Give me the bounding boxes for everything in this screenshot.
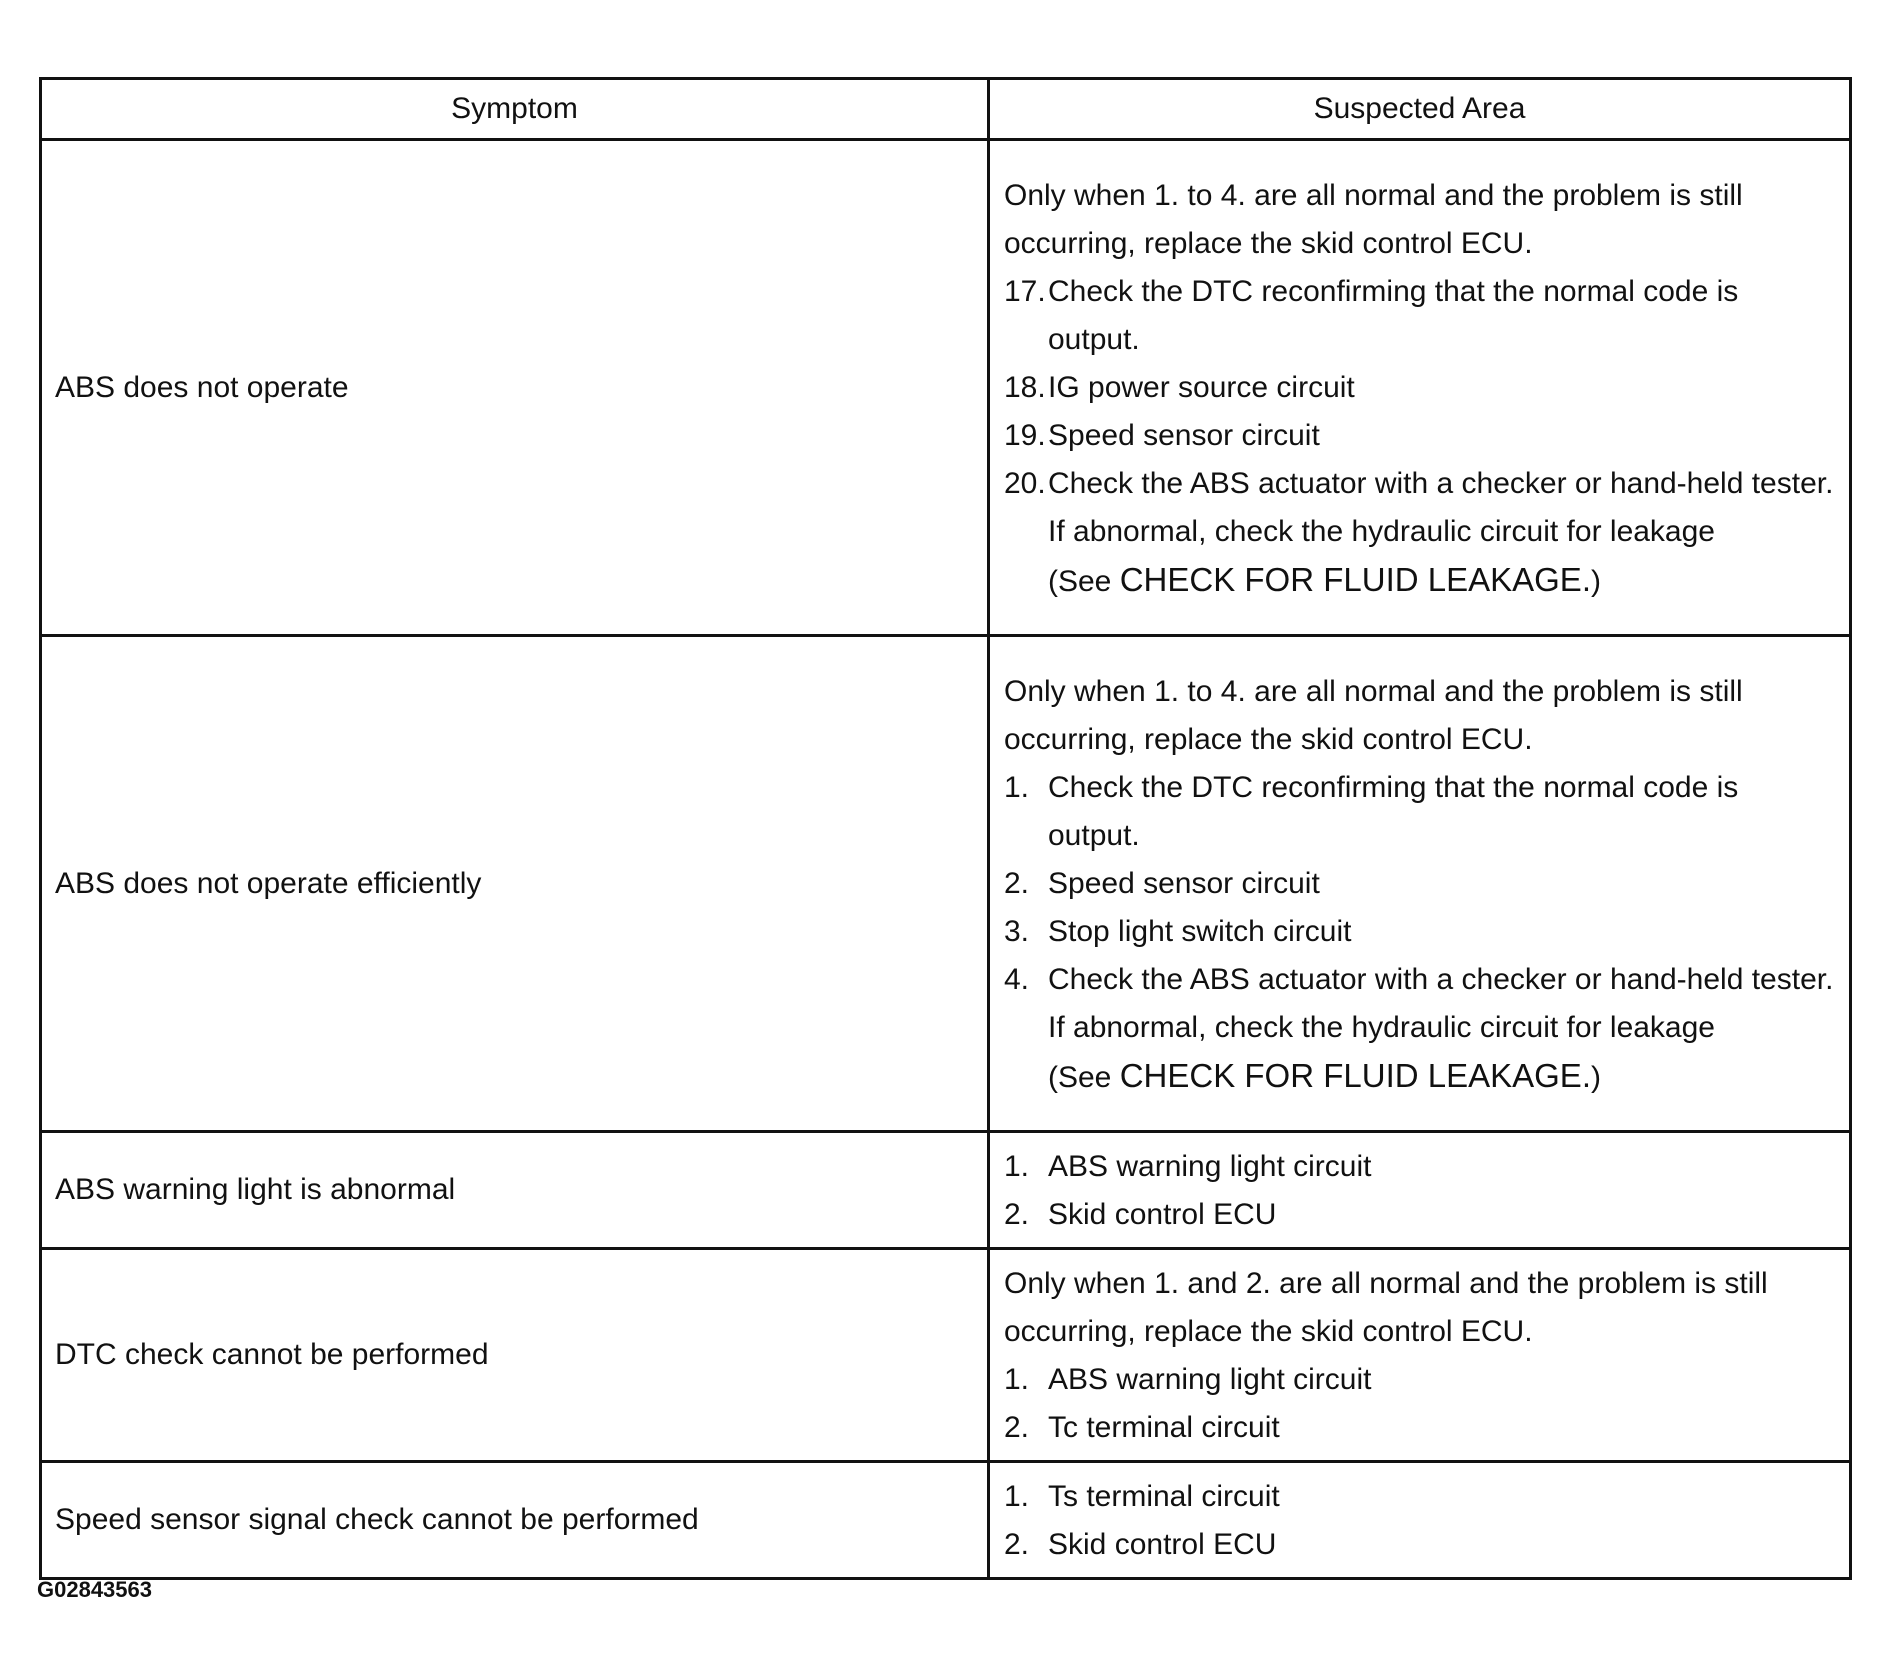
item-text: Check the ABS actuator with a checker or hand-held tester. bbox=[1048, 962, 1834, 996]
symptom-cell: DTC check cannot be performed bbox=[41, 1249, 989, 1462]
list-item bbox=[1004, 268, 1835, 364]
suspected-area-column-header: Suspected Area bbox=[989, 79, 1851, 140]
list-item bbox=[1004, 1143, 1835, 1191]
symptom-table bbox=[39, 77, 1852, 1580]
list-item bbox=[1004, 460, 1835, 508]
item-text: Ts terminal circuit bbox=[1048, 1480, 1280, 1513]
list-item bbox=[1004, 1521, 1835, 1569]
item-text: Skid control ECU bbox=[1048, 1528, 1277, 1561]
item-text: Speed sensor circuit bbox=[1048, 418, 1320, 452]
reference-suffix: ) bbox=[1590, 564, 1601, 598]
list-item bbox=[1004, 1191, 1835, 1239]
abnormal-note: If abnormal, check the hydraulic circuit for leakage bbox=[1048, 1010, 1715, 1044]
suspected-area-cell bbox=[989, 1462, 1851, 1579]
symptom-cell: Speed sensor signal check cannot be performed bbox=[41, 1462, 989, 1579]
reference-prefix: (See bbox=[1048, 564, 1120, 598]
item-text: Speed sensor circuit bbox=[1048, 866, 1320, 900]
fluid-leakage-reference bbox=[1004, 556, 1835, 606]
table-row bbox=[41, 1462, 1851, 1579]
reference-prefix: (See bbox=[1048, 1060, 1120, 1094]
symptom-column-header: Symptom bbox=[41, 79, 989, 140]
figure-id-label: G02843563 bbox=[37, 1577, 152, 1602]
list-item bbox=[1004, 1473, 1835, 1521]
abnormal-note: If abnormal, check the hydraulic circuit for leakage bbox=[1048, 514, 1715, 548]
suspected-area-cell bbox=[989, 140, 1851, 636]
item-number: 4. bbox=[1004, 962, 1030, 996]
item-text: ABS warning light circuit bbox=[1048, 1150, 1372, 1183]
table-row bbox=[41, 636, 1851, 1132]
area-note: Only when 1. to 4. are all normal and the problem is still occurring, replace the skid control ECU. bbox=[1004, 178, 1743, 260]
symptom-cell: ABS warning light is abnormal bbox=[41, 1132, 989, 1249]
item-text: Check the DTC reconfirming that the normal code is output. bbox=[1048, 274, 1739, 356]
item-number: 2. bbox=[1004, 1198, 1030, 1231]
suspected-area-cell bbox=[989, 1249, 1851, 1462]
area-note: Only when 1. and 2. are all normal and the problem is still occurring, replace the skid control ECU. bbox=[1004, 1267, 1768, 1348]
item-text: Skid control ECU bbox=[1048, 1198, 1277, 1231]
item-text: Tc terminal circuit bbox=[1048, 1411, 1280, 1444]
item-text: Check the DTC reconfirming that the normal code is output. bbox=[1048, 770, 1739, 852]
fluid-leakage-reference bbox=[1004, 1052, 1835, 1102]
item-number: 2. bbox=[1004, 1528, 1030, 1561]
item-number: 1. bbox=[1004, 1363, 1030, 1396]
list-item bbox=[1004, 1404, 1835, 1452]
symptom-cell: ABS does not operate efficiently bbox=[41, 636, 989, 1132]
list-item bbox=[1004, 364, 1835, 412]
area-note: Only when 1. to 4. are all normal and the problem is still occurring, replace the skid control ECU. bbox=[1004, 674, 1743, 756]
list-item bbox=[1004, 860, 1835, 908]
item-number: 3. bbox=[1004, 914, 1030, 948]
item-number: 20. bbox=[1004, 466, 1046, 500]
table-row bbox=[41, 140, 1851, 636]
item-text: ABS warning light circuit bbox=[1048, 1363, 1372, 1396]
table-row bbox=[41, 1132, 1851, 1249]
reference-suffix: ) bbox=[1590, 1060, 1601, 1094]
table-row bbox=[41, 1249, 1851, 1462]
item-number: 1. bbox=[1004, 770, 1030, 804]
item-text: Stop light switch circuit bbox=[1048, 914, 1352, 948]
list-item bbox=[1004, 908, 1835, 956]
suspected-area-cell bbox=[989, 1132, 1851, 1249]
item-text: IG power source circuit bbox=[1048, 370, 1355, 404]
fluid-leakage-link[interactable]: CHECK FOR FLUID LEAKAGE. bbox=[1119, 1056, 1591, 1094]
table-header-row bbox=[41, 79, 1851, 140]
list-item bbox=[1004, 412, 1835, 460]
item-number: 2. bbox=[1004, 866, 1030, 900]
item-text: Check the ABS actuator with a checker or hand-held tester. bbox=[1048, 466, 1834, 500]
list-item bbox=[1004, 956, 1835, 1004]
fluid-leakage-link[interactable]: CHECK FOR FLUID LEAKAGE. bbox=[1119, 560, 1591, 598]
item-number: 18. bbox=[1004, 370, 1046, 404]
item-number: 1. bbox=[1004, 1150, 1030, 1183]
list-item bbox=[1004, 1356, 1835, 1404]
suspected-area-cell bbox=[989, 636, 1851, 1132]
item-number: 19. bbox=[1004, 418, 1046, 452]
item-number: 1. bbox=[1004, 1480, 1030, 1513]
item-number: 2. bbox=[1004, 1411, 1030, 1444]
item-number: 17. bbox=[1004, 274, 1046, 308]
list-item bbox=[1004, 764, 1835, 860]
symptom-cell: ABS does not operate bbox=[41, 140, 989, 636]
